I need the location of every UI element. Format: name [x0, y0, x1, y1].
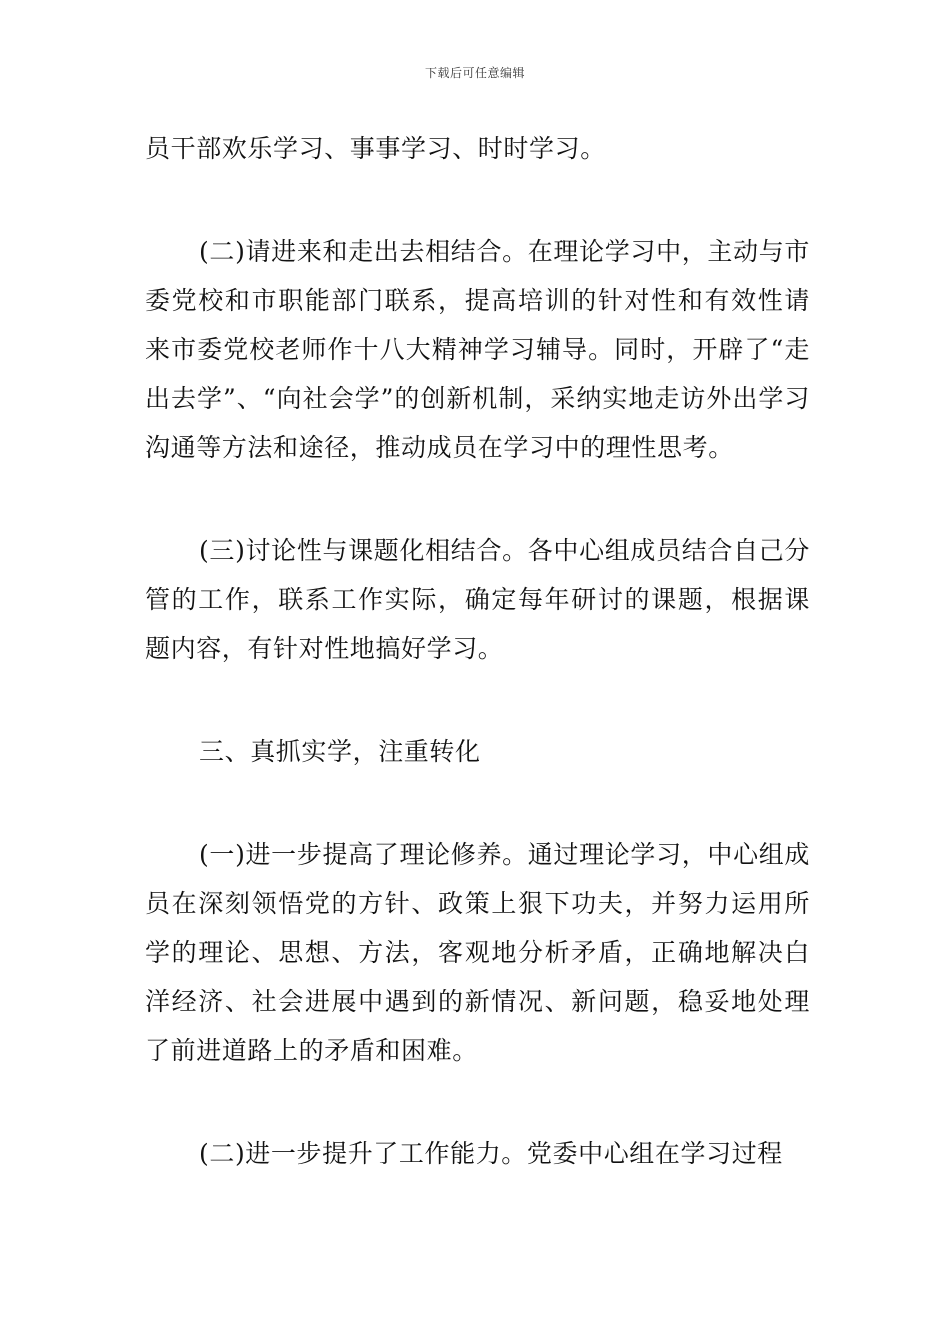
paragraph-continuation: 员干部欢乐学习、事事学习、时时学习。	[145, 134, 606, 163]
paragraph-section-3-2: (二)进一步提升了工作能力。党委中心组在学习过程	[199, 1139, 783, 1168]
paragraph-section-2-3: (三)讨论性与课题化相结合。各中心组成员结合自己分管的工作，联系工作实际，确定每年研讨的课题，根据课题内容，有针对性地搞好学习。	[145, 536, 810, 663]
section-heading-3: 三、真抓实学，注重转化	[199, 737, 481, 766]
paragraph-gap	[145, 472, 810, 526]
paragraph-gap	[145, 673, 810, 727]
paragraph-gap	[145, 1075, 810, 1129]
paragraph-gap	[145, 776, 810, 830]
page-header: 下载后可任意编辑	[424, 66, 525, 80]
paragraph-gap	[145, 173, 810, 227]
document-body	[145, 124, 810, 1178]
paragraph-section-2-2: (二)请进来和走出去相结合。在理论学习中，主动与市委党校和市职能部门联系，提高培训的针对性和有效性请来市委党校老师作十八大精神学习辅导。同时，开辟了“走出去学”、“向社会学”的创新机制，采纳实地走访外出学习沟通等方法和途径，推动成员在学习中的理性思考。	[145, 237, 810, 462]
paragraph-section-3-1: (一)进一步提高了理论修养。通过理论学习，中心组成员在深刻领悟党的方针、政策上狠下功夫，并努力运用所学的理论、思想、方法，客观地分析矛盾，正确地解决白洋经济、社会进展中遇到的新情况、新问题，稳妥地处理了前进道路上的矛盾和困难。	[145, 840, 810, 1065]
